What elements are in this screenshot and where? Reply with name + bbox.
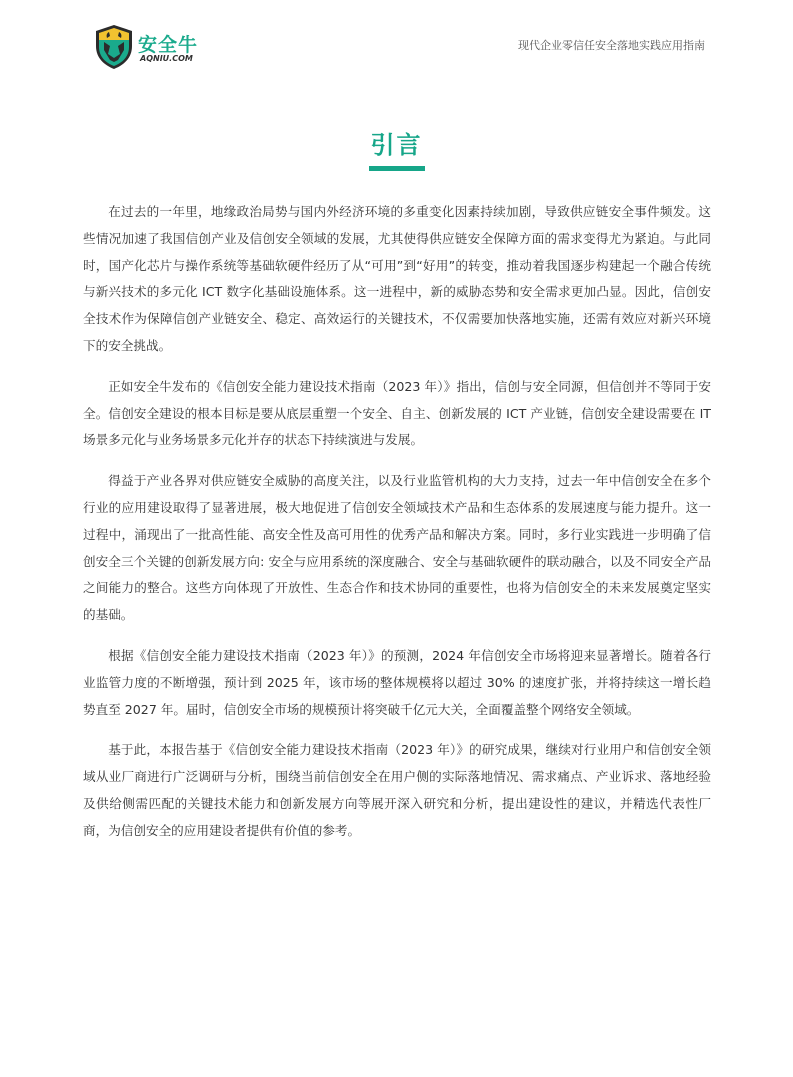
paragraph: 基于此，本报告基于《信创安全能力建设技术指南（2023 年）》的研究成果，继续对行业用户和信创安全领域从业厂商进行广泛调研与分析，围绕当前信创安全在用户侧的实际落地情况、需求痛点、产业诉求、落地经验及供给侧需匹配的关键技术能力和创新发展方向等展开深入研究和分析，提出建设性的建议，并精选代表性厂商，为信创安全的应用建设者提供有价值的参考。 xyxy=(83,742,711,838)
page-header xyxy=(0,0,793,80)
logo-english-text: AQNIU.COM xyxy=(140,54,193,63)
body-text xyxy=(83,199,711,859)
section-heading xyxy=(0,130,793,171)
logo-chinese-text: 安全牛 xyxy=(138,34,199,56)
bull-shield-icon xyxy=(94,24,134,70)
paragraph: 在过去的一年里，地缘政治局势与国内外经济环境的多重变化因素持续加剧，导致供应链安全事件频发。这些情况加速了我国信创产业及信创安全领域的发展，尤其使得供应链安全保障方面的需求变得尤为紧迫。与此同时，国产化芯片与操作系统等基础软硬件经历了从“可用”到“好用”的转变，推动着我国逐步构建起一个融合传统与新兴技术的多元化 ICT 数字化基础设施体系。这一进程中，新的威胁态势和安全需求更加凸显。因此，信创安全技术作为保障信创产业链安全、稳定、高效运行的关键技术，不仅需要加快落地实施，还需有效应对新兴环境下的安全挑战。 xyxy=(83,204,711,353)
section-title: 引言 xyxy=(369,130,425,171)
paragraph: 根据《信创安全能力建设技术指南（2023 年）》的预测，2024 年信创安全市场将迎来显著增长。随着各行业监管力度的不断增强，预计到 2025 年，该市场的整体规模将以超过 30% 的速度扩张，并将持续这一增长趋势直至 2027 年。届时，信创安全市场的规模预计将突破千亿元大关，全面覆盖整个网络安全领域。 xyxy=(83,647,711,717)
document-title: 现代企业零信任安全落地实践应用指南 xyxy=(518,39,705,52)
paragraph: 正如安全牛发布的《信创安全能力建设技术指南（2023 年）》指出，信创与安全同源，但信创并不等同于安全。信创安全建设的根本目标是要从底层重塑一个安全、自主、创新发展的 ICT 产业链，信创安全建设需要在 IT 场景多元化与业务场景多元化并存的状态下持续演进与发展。 xyxy=(83,378,711,448)
paragraph: 得益于产业各界对供应链安全威胁的高度关注，以及行业监管机构的大力支持，过去一年中信创安全在多个行业的应用建设取得了显著进展，极大地促进了信创安全领域技术产品和生态体系的发展速度与能力提升。这一过程中，涌现出了一批高性能、高安全性及高可用性的优秀产品和解决方案。同时，多行业实践进一步明确了信创安全三个关键的创新发展方向: 安全与应用系统的深度融合、安全与基础软硬件的联动融合，以及不同安全产品之间能力的整合。这些方向体现了开放性、生态合作和技术协同的重要性，也将为信创安全的未来发展奠定坚实的基础。 xyxy=(83,473,711,623)
brand-logo xyxy=(94,24,204,70)
